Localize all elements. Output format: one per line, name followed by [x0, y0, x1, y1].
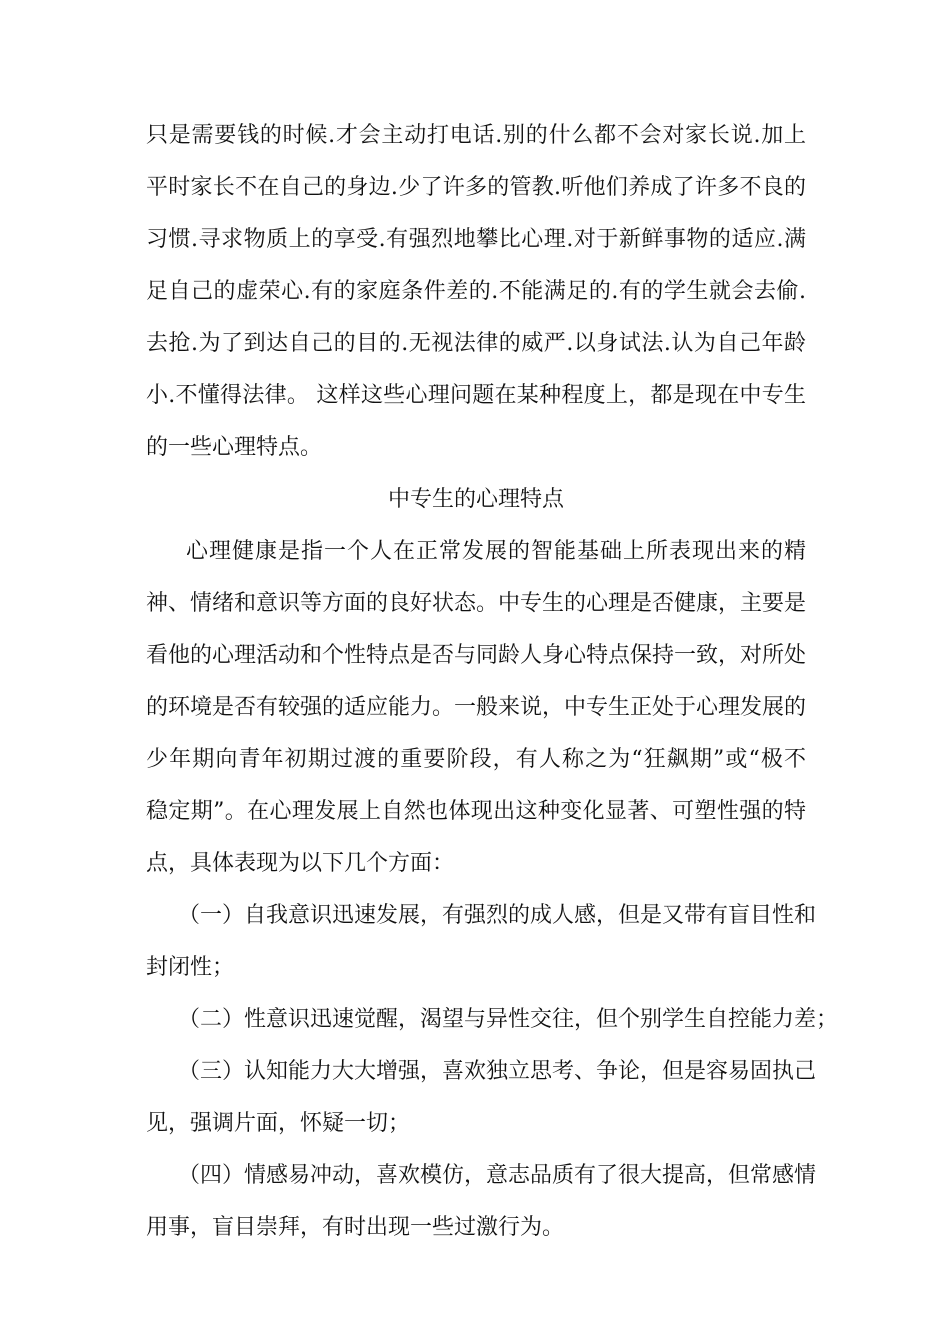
list-item-line: （二）性意识迅速觉醒，渴望与异性交往，但个别学生自控能力差； [178, 1007, 839, 1032]
list-item-line: （一）自我意识迅速发展，有强烈的成人感，但是又带有盲目性和 [178, 903, 817, 928]
paragraph-line: 看他的心理活动和个性特点是否与同龄人身心特点保持一致，对所处 [146, 643, 807, 668]
paragraph-line: 心理健康是指一个人在正常发展的智能基础上所表现出来的精 [186, 539, 806, 564]
list-item-line: 用事，盲目崇拜，有时出现一些过激行为。 [146, 1215, 565, 1240]
paragraph-line: 只是需要钱的时候.才会主动打电话.别的什么都不会对家长说.加上 [146, 123, 806, 148]
paragraph-line: 点，具体表现为以下几个方面： [146, 851, 455, 876]
list-item-line: 封闭性； [146, 955, 235, 980]
paragraph-line: 稳定期”。在心理发展上自然也体现出这种变化显著、可塑性强的特 [146, 799, 806, 824]
paragraph-line: 的环境是否有较强的适应能力。一般来说，中专生正处于心理发展的 [146, 695, 807, 720]
paragraph-line: 平时家长不在自己的身边.少了许多的管教.听他们养成了许多不良的 [146, 175, 806, 200]
paragraph-line: 少年期向青年初期过渡的重要阶段，有人称之为“狂飙期”或“极不 [146, 747, 806, 772]
paragraph-line: 的一些心理特点。 [146, 435, 323, 460]
paragraph-line: 小.不懂得法律。 这样这些心理问题在某种程度上，都是现在中专生 [146, 383, 806, 408]
list-item-line: （三）认知能力大大增强，喜欢独立思考、争论，但是容易固执己 [178, 1059, 817, 1084]
list-item-line: 见，强调片面，怀疑一切； [146, 1111, 411, 1136]
paragraph-line: 习惯.寻求物质上的享受.有强烈地攀比心理.对于新鲜事物的适应.满 [146, 227, 806, 252]
paragraph-line: 去抢.为了到达自己的目的.无视法律的威严.以身试法.认为自己年龄 [146, 331, 806, 356]
section-title: 中专生的心理特点 [387, 487, 564, 512]
paragraph-line: 足自己的虚荣心.有的家庭条件差的.不能满足的.有的学生就会去偷. [146, 279, 806, 304]
list-item-line: （四）情感易冲动，喜欢模仿，意志品质有了很大提高，但常感情 [178, 1163, 817, 1188]
paragraph-line: 神、情绪和意识等方面的良好状态。中专生的心理是否健康，主要是 [146, 591, 807, 616]
